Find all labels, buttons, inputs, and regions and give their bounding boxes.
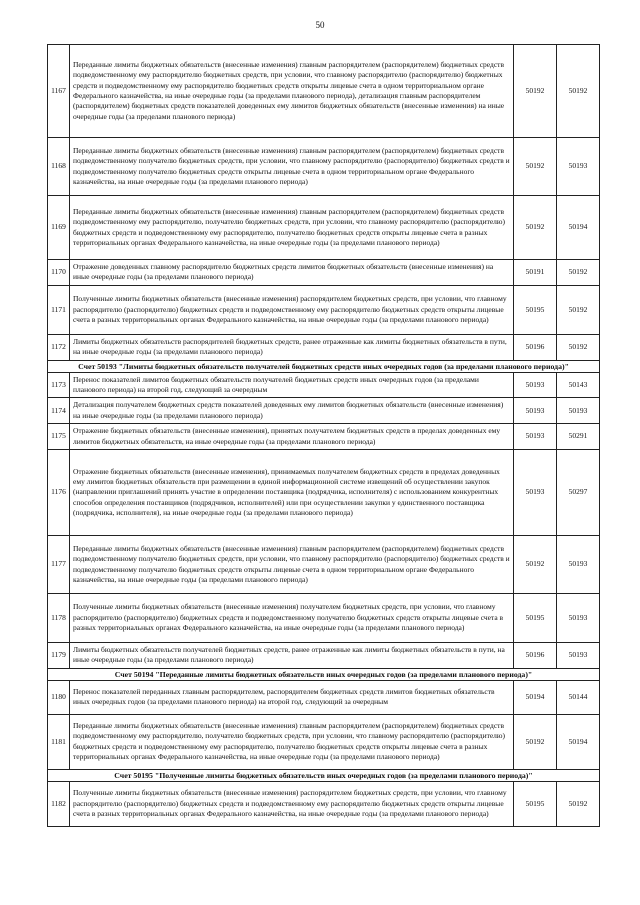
debit-account: 50192 bbox=[514, 138, 557, 196]
debit-account: 50193 bbox=[514, 424, 557, 450]
row-number: 1174 bbox=[48, 398, 70, 424]
debit-account: 50191 bbox=[514, 260, 557, 286]
credit-account: 50297 bbox=[557, 450, 600, 536]
entry-description: Полученные лимиты бюджетных обязательств (внесенные изменения) распорядителем бюджетных средств, при условии, что главному распорядителю (распорядителю) бюджетных средств и подведомственному ему распорядителю бюджетных средств открыты лицевые счета в разных территориальных органах Федерального казначейства, на иные очередные годы (за пределами планового периода) bbox=[70, 781, 514, 826]
table-row bbox=[48, 680, 600, 714]
credit-account: 50291 bbox=[557, 424, 600, 450]
row-number: 1176 bbox=[48, 450, 70, 536]
table-row bbox=[48, 45, 600, 138]
entry-description: Полученные лимиты бюджетных обязательств (внесенные изменения) распорядителем бюджетных средств, при условии, что главному распорядителю (распорядителю) бюджетных средств и подведомственному ему распорядителю бюджетных средств открыты лицевые счета в разных территориальных органах Федерального казначейства, на иные очередные годы (за пределами планового периода) bbox=[70, 285, 514, 334]
table-row bbox=[48, 714, 600, 769]
entry-description: Переданные лимиты бюджетных обязательств (внесенные изменения) главным распорядителем (распорядителем) бюджетных средств подведомственному получателю бюджетных средств, при условии, что главному распорядителю (распорядителю) бюджетных средств и подведомственному получателю бюджетных средств открыты лицевые счета в одном территориальном органе Федерального казначейства, на иные очередные годы (за пределами планового периода) bbox=[70, 536, 514, 594]
row-number: 1168 bbox=[48, 138, 70, 196]
row-number: 1167 bbox=[48, 45, 70, 138]
entry-description: Переданные лимиты бюджетных обязательств (внесенные изменения) главным распорядителем (распорядителем) бюджетных средств подведомственному ему распорядителю, получателю бюджетных средств, при условии, что главному распорядителю (распорядителю) бюджетных средств и подведомственному ему распорядителю, получателю бюджетных средств открыты лицевые счета в разных территориальных органах Федерального казначейства, на иные очередные годы (за пределами планового периода) bbox=[70, 196, 514, 260]
row-number: 1172 bbox=[48, 334, 70, 360]
section-header-row bbox=[48, 769, 600, 781]
debit-account: 50192 bbox=[514, 536, 557, 594]
entry-description: Отражение бюджетных обязательств (внесенные изменения), принятых получателем бюджетных средств в пределах доведенных ему лимитов бюджетных обязательств, на иные очередные годы (за пределами планового периода) bbox=[70, 424, 514, 450]
debit-account: 50196 bbox=[514, 334, 557, 360]
debit-account: 50194 bbox=[514, 680, 557, 714]
entry-description: Перенос показателей переданных главным распорядителем, распорядителем бюджетных средств лимитов бюджетных обязательств иных очередных годов (за пределами планового периода) на второй год, следующий за очередным bbox=[70, 680, 514, 714]
credit-account: 50144 bbox=[557, 680, 600, 714]
table-row bbox=[48, 334, 600, 360]
section-title: Счет 50193 "Лимиты бюджетных обязательств получателей бюджетных средств иных очередных годов (за пределами планового периода)" bbox=[48, 360, 600, 372]
credit-account: 50192 bbox=[557, 45, 600, 138]
row-number: 1169 bbox=[48, 196, 70, 260]
table-row bbox=[48, 594, 600, 643]
table-row bbox=[48, 398, 600, 424]
debit-account: 50195 bbox=[514, 594, 557, 643]
table-row bbox=[48, 781, 600, 826]
table-row bbox=[48, 536, 600, 594]
debit-account: 50192 bbox=[514, 196, 557, 260]
row-number: 1182 bbox=[48, 781, 70, 826]
row-number: 1181 bbox=[48, 714, 70, 769]
entry-description: Перенос показателей лимитов бюджетных обязательств получателей бюджетных средств иных очередных годов (за пределами планового периода) на второй год, следующий за очередным bbox=[70, 372, 514, 398]
credit-account: 50192 bbox=[557, 285, 600, 334]
debit-account: 50195 bbox=[514, 285, 557, 334]
credit-account: 50194 bbox=[557, 196, 600, 260]
credit-account: 50143 bbox=[557, 372, 600, 398]
table-row bbox=[48, 196, 600, 260]
debit-account: 50196 bbox=[514, 643, 557, 669]
credit-account: 50193 bbox=[557, 643, 600, 669]
debit-account: 50195 bbox=[514, 781, 557, 826]
credit-account: 50194 bbox=[557, 714, 600, 769]
credit-account: 50192 bbox=[557, 260, 600, 286]
page-number: 50 bbox=[315, 20, 325, 30]
debit-account: 50193 bbox=[514, 450, 557, 536]
table-row bbox=[48, 138, 600, 196]
row-number: 1180 bbox=[48, 680, 70, 714]
row-number: 1177 bbox=[48, 536, 70, 594]
table-row bbox=[48, 260, 600, 286]
entry-description: Лимиты бюджетных обязательств получателей бюджетных средств, ранее отраженные как лимиты бюджетных обязательств в пути, на иные очередные годы (за пределами планового периода) bbox=[70, 643, 514, 669]
credit-account: 50193 bbox=[557, 594, 600, 643]
credit-account: 50193 bbox=[557, 138, 600, 196]
row-number: 1170 bbox=[48, 260, 70, 286]
section-title: Счет 50194 "Переданные лимиты бюджетных обязательств иных очередных годов (за пределами планового периода)" bbox=[48, 668, 600, 680]
section-title: Счет 50195 "Полученные лимиты бюджетных обязательств иных очередных годов (за пределами планового периода)" bbox=[48, 769, 600, 781]
row-number: 1171 bbox=[48, 285, 70, 334]
row-number: 1173 bbox=[48, 372, 70, 398]
row-number: 1175 bbox=[48, 424, 70, 450]
table-row bbox=[48, 424, 600, 450]
debit-account: 50193 bbox=[514, 372, 557, 398]
section-header-row bbox=[48, 360, 600, 372]
table-row bbox=[48, 285, 600, 334]
row-number: 1178 bbox=[48, 594, 70, 643]
entry-description: Детализация получателем бюджетных средств показателей доведенных ему лимитов бюджетных обязательств (внесенные изменения) на иные очередные годы (за пределами планового периода) bbox=[70, 398, 514, 424]
table-row bbox=[48, 643, 600, 669]
debit-account: 50192 bbox=[514, 45, 557, 138]
debit-account: 50193 bbox=[514, 398, 557, 424]
table-row bbox=[48, 372, 600, 398]
row-number: 1179 bbox=[48, 643, 70, 669]
credit-account: 50193 bbox=[557, 398, 600, 424]
section-header-row bbox=[48, 668, 600, 680]
credit-account: 50192 bbox=[557, 334, 600, 360]
accounting-entries-table bbox=[47, 44, 600, 827]
entry-description: Отражение бюджетных обязательств (внесенные изменения), принимаемых получателем бюджетных средств в пределах доведенных ему лимитов бюджетных обязательств при размещении в единой информационной системе извещений об осуществлении закупок (направлении приглашений принять участие в определении поставщика (подрядчика, исполнителя) с использованием конкурентных способов определения поставщиков (подрядчиков, исполнителей) или при осуществлении закупки у единственного поставщика (подрядчика, исполнителя), на иные очередные годы (за пределами планового периода) bbox=[70, 450, 514, 536]
entry-description: Лимиты бюджетных обязательств распорядителей бюджетных средств, ранее отраженные как лимиты бюджетных обязательств в пути, на иные очередные годы (за пределами планового периода) bbox=[70, 334, 514, 360]
entry-description: Переданные лимиты бюджетных обязательств (внесенные изменения) главным распорядителем (распорядителем) бюджетных средств подведомственному получателю бюджетных средств, при условии, что главному распорядителю (распорядителю) бюджетных средств и подведомственному получателю бюджетных средств открыты лицевые счета в одном территориальном органе Федерального казначейства, на иные очередные годы (за пределами планового периода) bbox=[70, 138, 514, 196]
table-row bbox=[48, 450, 600, 536]
debit-account: 50192 bbox=[514, 714, 557, 769]
credit-account: 50193 bbox=[557, 536, 600, 594]
entry-description: Переданные лимиты бюджетных обязательств (внесенные изменения) главным распорядителем (распорядителем) бюджетных средств подведомственному ему распорядителю, получателю бюджетных средств, при условии, что главному распорядителю (распорядителю) бюджетных средств и подведомственному ему распорядителю, получателю бюджетных средств открыты лицевые счета в разных территориальных органах Федерального казначейства, на иные очередные годы (за пределами планового периода) bbox=[70, 714, 514, 769]
entry-description: Переданные лимиты бюджетных обязательств (внесенные изменения) главным распорядителем (распорядителем) бюджетных средств подведомственному ему распорядителю бюджетных средств, при условии, что главному распорядителю (распорядителю) бюджетных средств и подведомственному ему распорядителю бюджетных средств открыты лицевые счета в одном территориальном органе Федерального казначейства, на иные очередные годы (за пределами планового периода), детализация главным распорядителем (распорядителем) бюджетных средств показателей доведенных ему лимитов бюджетных обязательств (внесенные изменения) на иные очередные годы (за пределами планового периода) bbox=[70, 45, 514, 138]
entry-description: Отражение доведенных главному распорядителю бюджетных средств лимитов бюджетных обязательств (внесенные изменения) на иные очередные годы (за пределами планового периода) bbox=[70, 260, 514, 286]
credit-account: 50192 bbox=[557, 781, 600, 826]
entry-description: Полученные лимиты бюджетных обязательств (внесенные изменения) получателем бюджетных средств, при условии, что главному распорядителю (распорядителю) бюджетных средств и подведомственному получателю бюджетных средств открыты лицевые счета в разных территориальных органах Федерального казначейства, на иные очередные годы (за пределами планового периода) bbox=[70, 594, 514, 643]
